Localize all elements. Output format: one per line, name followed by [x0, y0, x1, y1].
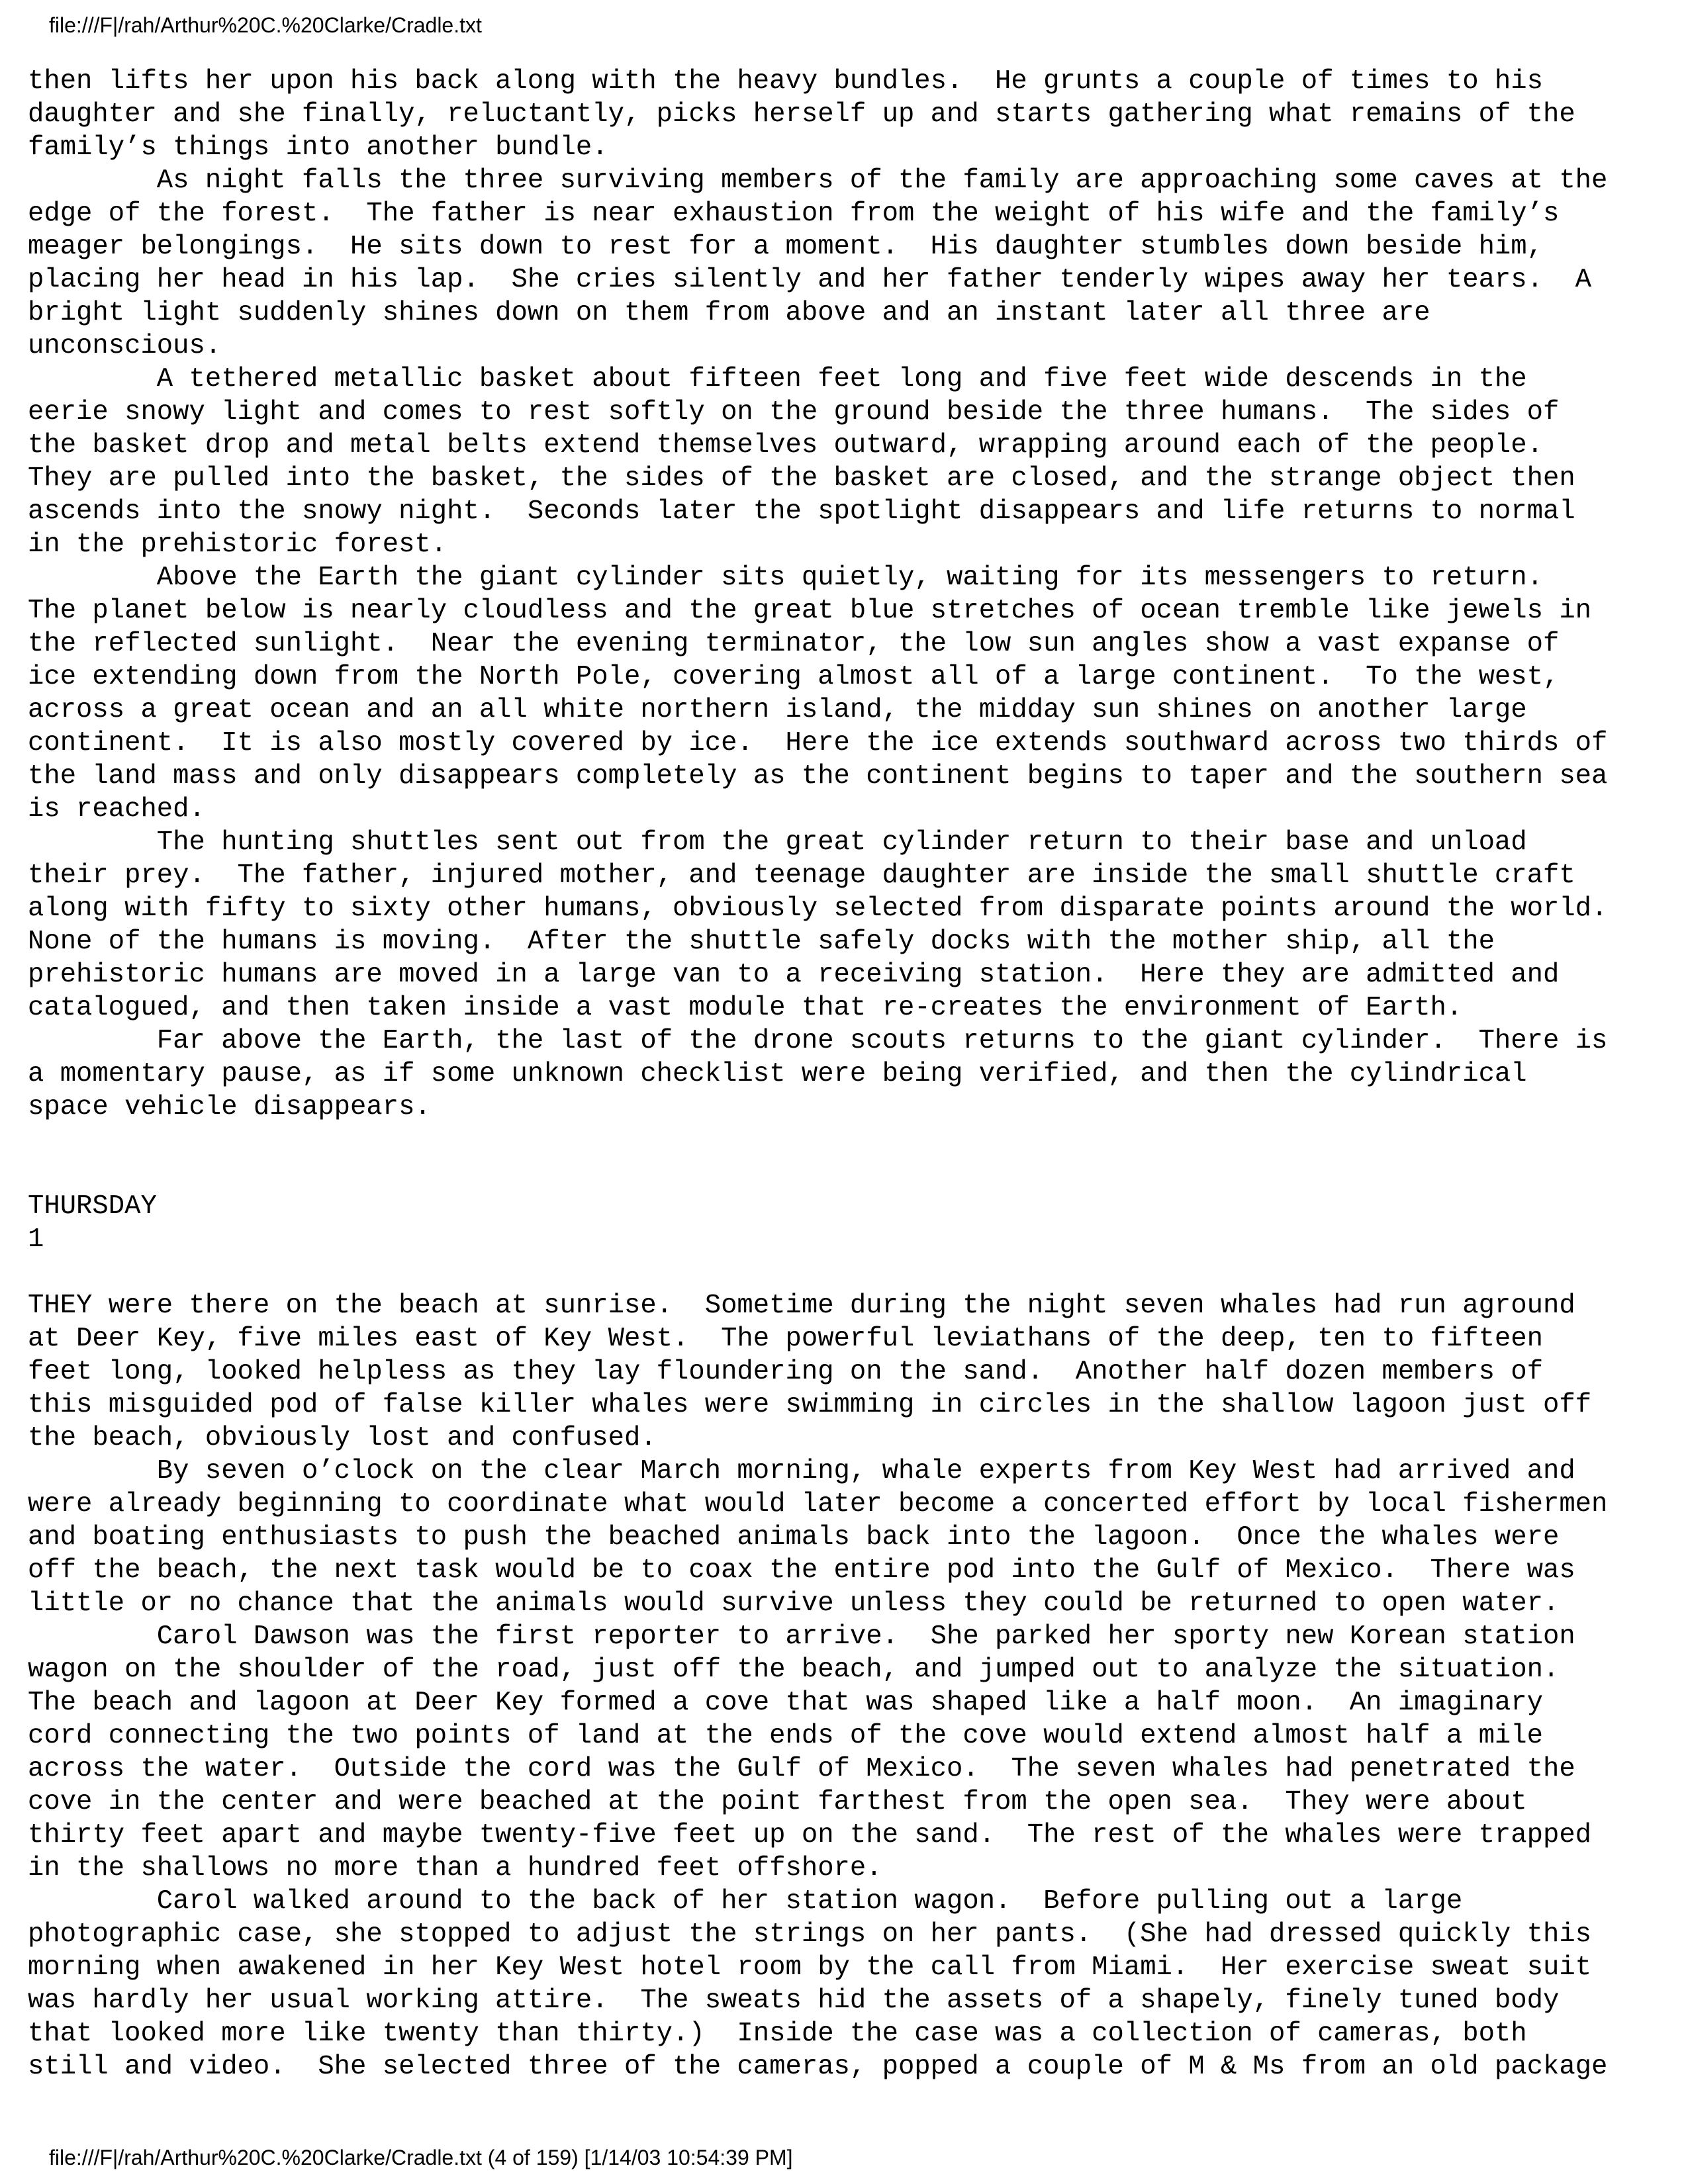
text-line: and boating enthusiasts to push the beached animals back into the lagoon. Once the whales were: [28, 1522, 1560, 1553]
text-line: daughter and she finally, reluctantly, picks herself up and starts gathering what remains of the: [28, 99, 1575, 130]
text-line: cove in the center and were beached at the point farthest from the open sea. They were about: [28, 1787, 1527, 1817]
text-line: family’s things into another bundle.: [28, 132, 608, 163]
text-line: prehistoric humans are moved in a large van to a receiving station. Here they are admitted and: [28, 960, 1560, 990]
text-line: They are pulled into the basket, the sides of the basket are closed, and the strange object then: [28, 463, 1575, 494]
text-line: The beach and lagoon at Deer Key formed a cove that was shaped like a half moon. An imaginary: [28, 1688, 1543, 1718]
text-line: space vehicle disappears.: [28, 1092, 431, 1122]
text-line: ascends into the snowy night. Seconds later the spotlight disappears and life returns to normal: [28, 496, 1575, 527]
text-line: morning when awakened in her Key West hotel room by the call from Miami. Her exercise sweat suit: [28, 1952, 1592, 1983]
text-line: bright light suddenly shines down on them from above and an instant later all three are: [28, 298, 1430, 328]
text-line: As night falls the three surviving members of the family are approaching some caves at the: [28, 165, 1608, 196]
text-line: the basket drop and metal belts extend themselves outward, wrapping around each of the people.: [28, 430, 1543, 461]
text-line: Above the Earth the giant cylinder sits quietly, waiting for its messengers to return.: [28, 563, 1543, 593]
text-line: in the prehistoric forest.: [28, 529, 447, 560]
text-line: that looked more like twenty than thirty.) Inside the case was a collection of cameras, both: [28, 2019, 1527, 2049]
text-line: wagon on the shoulder of the road, just off the beach, and jumped out to analyze the situation.: [28, 1655, 1560, 1685]
text-line: The planet below is nearly cloudless and the great blue stretches of ocean tremble like jewels in: [28, 596, 1592, 626]
text-line: across the water. Outside the cord was the Gulf of Mexico. The seven whales had penetrated the: [28, 1754, 1575, 1784]
text-line: the beach, obviously lost and confused.: [28, 1423, 657, 1453]
text-line: cord connecting the two points of land at the ends of the cove would extend almost half a mile: [28, 1721, 1543, 1751]
text-line: a momentary pause, as if some unknown checklist were being verified, and then the cylindrical: [28, 1059, 1527, 1089]
text-line: is reached.: [28, 794, 205, 825]
text-line: catalogued, and then taken inside a vast module that re-creates the environment of Earth.: [28, 993, 1463, 1023]
blank-line: [28, 1124, 1669, 1157]
text-line: Carol walked around to the back of her station wagon. Before pulling out a large: [28, 1886, 1463, 1917]
text-line: Far above the Earth, the last of the drone scouts returns to the giant cylinder. There is: [28, 1026, 1608, 1056]
text-line: off the beach, the next task would be to coax the entire pod into the Gulf of Mexico. There was: [28, 1555, 1575, 1586]
text-line: Carol Dawson was the first reporter to arrive. She parked her sporty new Korean station: [28, 1621, 1575, 1652]
text-line: at Deer Key, five miles east of Key West. The powerful leviathans of the deep, ten to fifteen: [28, 1324, 1543, 1354]
text-line: their prey. The father, injured mother, and teenage daughter are inside the small shuttle craft: [28, 860, 1575, 891]
text-line: the land mass and only disappears completely as the continent begins to taper and the southern sea: [28, 761, 1608, 792]
text-line: along with fifty to sixty other humans, obviously selected from disparate points around the world.: [28, 893, 1608, 924]
text-line: edge of the forest. The father is near exhaustion from the weight of his wife and the family’s: [28, 199, 1560, 229]
text-line: meager belongings. He sits down to rest for a moment. His daughter stumbles down beside him,: [28, 232, 1543, 262]
text-line: was hardly her usual working attire. The sweats hid the assets of a shapely, finely tuned body: [28, 1985, 1560, 2016]
text-line: unconscious.: [28, 331, 222, 361]
blank-line: [28, 1157, 1669, 1190]
text-line: placing her head in his lap. She cries silently and her father tenderly wipes away her tears. A: [28, 265, 1592, 295]
document-text: [28, 65, 1669, 2083]
text-line: THURSDAY: [28, 1191, 157, 1222]
text-line: None of the humans is moving. After the shuttle safely docks with the mother ship, all the: [28, 927, 1495, 957]
text-line: THEY were there on the beach at sunrise. Sometime during the night seven whales had run aground: [28, 1291, 1575, 1321]
text-line: thirty feet apart and maybe twenty-five feet up on the sand. The rest of the whales were trapped: [28, 1820, 1592, 1850]
text-line: ice extending down from the North Pole, covering almost all of a large continent. To the west,: [28, 662, 1560, 692]
text-line: A tethered metallic basket about fifteen feet long and five feet wide descends in the: [28, 364, 1527, 394]
text-line: across a great ocean and an all white northern island, the midday sun shines on another large: [28, 695, 1527, 725]
text-line: The hunting shuttles sent out from the great cylinder return to their base and unload: [28, 827, 1527, 858]
text-line: By seven o’clock on the clear March morning, whale experts from Key West had arrived and: [28, 1456, 1575, 1486]
text-line: little or no chance that the animals would survive unless they could be returned to open water.: [28, 1588, 1560, 1619]
page-footer: file:///F|/rah/Arthur%20C.%20Clarke/Cradle.txt (4 of 159) [1/14/03 10:54:39 PM]: [49, 2146, 793, 2169]
page-header-path: file:///F|/rah/Arthur%20C.%20Clarke/Cradle.txt: [49, 13, 482, 37]
text-line: were already beginning to coordinate what would later become a concerted effort by local fishermen: [28, 1489, 1608, 1520]
text-line: eerie snowy light and comes to rest softly on the ground beside the three humans. The sides of: [28, 397, 1560, 428]
text-line: still and video. She selected three of the cameras, popped a couple of M & Ms from an old package: [28, 2052, 1608, 2082]
blank-line: [28, 1256, 1669, 1289]
text-line: in the shallows no more than a hundred feet offshore.: [28, 1853, 882, 1884]
text-line: then lifts her upon his back along with the heavy bundles. He grunts a couple of times to his: [28, 66, 1543, 97]
text-line: this misguided pod of false killer whales were swimming in circles in the shallow lagoon just off: [28, 1390, 1592, 1420]
text-line: the reflected sunlight. Near the evening terminator, the low sun angles show a vast expanse of: [28, 629, 1560, 659]
text-line: 1: [28, 1224, 44, 1255]
text-line: feet long, looked helpless as they lay floundering on the sand. Another half dozen members of: [28, 1357, 1543, 1387]
text-line: photographic case, she stopped to adjust the strings on her pants. (She had dressed quickly this: [28, 1919, 1592, 1950]
text-line: continent. It is also mostly covered by ice. Here the ice extends southward across two thirds of: [28, 728, 1608, 758]
